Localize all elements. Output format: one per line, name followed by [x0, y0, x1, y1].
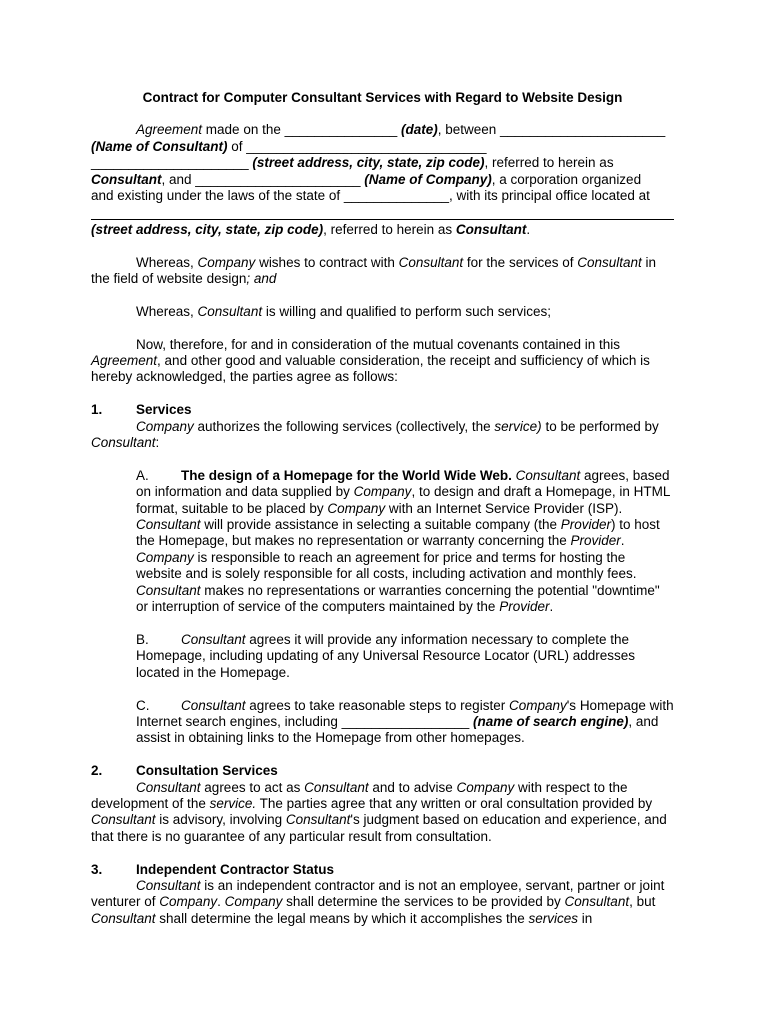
section-3-heading: 3. Independent Contractor Status	[91, 861, 335, 877]
whereas-company: Whereas, Company wishes to contract with Consultant for the services of Consultant in the field of website design; and	[91, 254, 657, 287]
section-2-body: Consultant agrees to act as Consultant and to advise Company with respect to the development of the service. The parties agree that any written or oral consultation provided by Consultant is advisory, involving Consultant's judgment based on education and experience, and that there is no guarantee of any particular result from consultation.	[91, 779, 667, 844]
whereas-consultant: Whereas, Consultant is willing and qualified to perform such services;	[136, 303, 551, 319]
document-title: Contract for Computer Consultant Services with Regard to Website Design	[142, 90, 623, 105]
agreement-intro: Agreement made on the _______________ (date), between ______________________ (Name of Consultant) of ________________________________ _____________________ (street address, city, state, zip code), referred to herein as Consultant, and ______________________ (Name of Company), a corporation organized and existing under the laws of the state of ______________, with its principal office located at	[91, 122, 666, 204]
section-1b: B. Consultant agrees it will provide any information necessary to complete the Homepage, including updating of any Universal Resource Locator (URL) addresses located in the Homepage.	[136, 631, 636, 680]
section-3-body: Consultant is an independent contractor and is not an employee, servant, partner or joint venturer of Company. Company shall determine the services to be provided by Consultant, but Consultant shall determine the legal means by which it accomplishes the services in	[91, 877, 665, 926]
section-1a: A. The design of a Homepage for the World Wide Web. Consultant agrees, based on information and data supplied by Company, to design and draft a Homepage, in HTML format, suitable to be placed by Company with an Internet Service Provider (ISP). Consultant will provide assistance in selecting a suitable company (the Provider) to host the Homepage, but makes no representation or warranty concerning the Provider. Company is responsible to reach an agreement for price and terms for hosting the website and is solely responsible for all costs, including activation and monthly fees. Consultant makes no representations or warranties concerning the potential "downtime" or interruption of service of the computers maintained by the Provider.	[136, 467, 670, 615]
blank-address-line	[91, 204, 674, 220]
section-1c: C. Consultant agrees to take reasonable steps to register Company's Homepage with Internet search engines, including _________________ (name of search engine), and assist in obtaining links to the Homepage from other homepages.	[136, 697, 674, 746]
section-1-intro: Company authorizes the following services (collectively, the service) to be performed by Consultant:	[91, 418, 659, 451]
now-therefore: Now, therefore, for and in consideration of the mutual covenants contained in this Agreement, and other good and valuable consideration, the receipt and sufficiency of which is hereby acknowledged, the parties agree as follows:	[91, 336, 650, 385]
section-1-heading: 1. Services	[91, 402, 192, 418]
section-2-heading: 2. Consultation Services	[91, 763, 278, 779]
agreement-intro-end: (street address, city, state, zip code), referred to herein as Consultant.	[91, 221, 531, 237]
